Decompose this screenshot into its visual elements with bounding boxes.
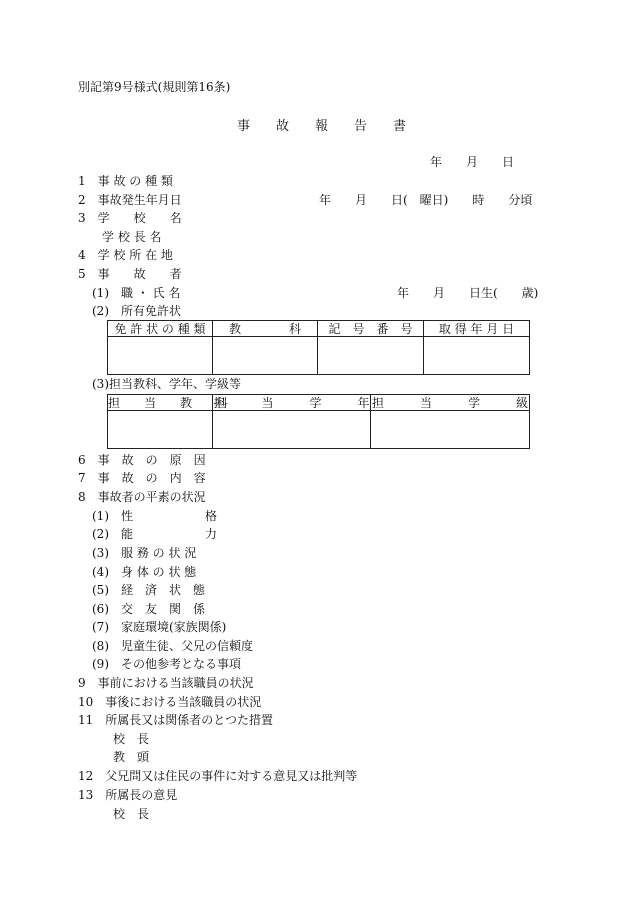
subject-table — [107, 394, 530, 449]
item-11-measures: 11 所属長又は関係者のとつた措置 — [78, 713, 274, 727]
item-8-6-friends: (6) 交 友 関 係 — [92, 602, 205, 616]
subject-header-class: 担 当 学 級 — [371, 395, 528, 410]
item-8-1-character: (1) 性 格 — [92, 509, 217, 523]
item-2-occurrence-date: 2 事故発生年月日 — [78, 193, 182, 207]
item-8-usual-status: 8 事故者の平素の状況 — [78, 490, 206, 504]
license-cell-number[interactable] — [318, 337, 424, 375]
report-date: 年 月 日 — [430, 155, 515, 169]
item-8-2-ability: (2) 能 力 — [92, 527, 217, 541]
item-9-prior-status: 9 事前における当該職員の状況 — [78, 676, 254, 690]
license-header-type: 免 許 状 の 種 類 — [108, 321, 213, 337]
item-1-accident-type: 1 事 故 の 種 類 — [78, 174, 173, 188]
form-reference: 別記第9号様式(規則第16条) — [78, 80, 231, 94]
license-table — [107, 320, 530, 375]
item-5-3-assignments: (3)担当教科、学年、学級等 — [92, 377, 241, 391]
item-5-2-licenses: (2) 所有免許状 — [92, 304, 181, 318]
license-header-number: 記 号 番 号 — [318, 321, 424, 337]
item-8-8-trust: (8) 児童生徒、父兄の信頼度 — [92, 639, 253, 653]
occurrence-date-fields: 年 月 日( 曜日) 時 分頃 — [319, 193, 533, 207]
item-5-1-position-name: (1) 職 ・ 氏 名 — [92, 286, 181, 300]
subject-cell-class[interactable] — [371, 411, 530, 449]
item-10-after-status: 10 事後における当該職員の状況 — [78, 695, 262, 709]
item-12-opinions: 12 父兄問又は住民の事件に対する意見又は批判等 — [78, 769, 358, 783]
license-header-acquired: 取 得 年 月 日 — [424, 321, 530, 337]
item-8-3-service: (3) 服 務 の 状 況 — [92, 546, 197, 560]
subject-cell-subject[interactable] — [108, 411, 213, 449]
item-3-school-name: 3 学 校 名 — [78, 211, 182, 225]
item-6-cause: 6 事 故 の 原 因 — [78, 453, 206, 467]
item-8-4-physical: (4) 身 体 の 状 態 — [92, 565, 197, 579]
item-8-5-economic: (5) 経 済 状 態 — [92, 583, 205, 597]
measures-principal: 校 長 — [113, 732, 150, 746]
subject-header-grade: 担 当 学 年 — [213, 395, 370, 410]
license-cell-type[interactable] — [108, 337, 213, 375]
opinion-principal: 校 長 — [113, 807, 150, 821]
item-8-9-other: (9) その他参考となる事項 — [92, 657, 241, 671]
birth-date-fields: 年 月 日生( 歳) — [397, 286, 539, 300]
license-cell-acquired[interactable] — [424, 337, 530, 375]
item-13-superior-opinion: 13 所属長の意見 — [78, 788, 178, 802]
item-8-7-family: (7) 家庭環境(家族関係) — [92, 620, 227, 634]
item-5-person: 5 事 故 者 — [78, 267, 182, 281]
item-4-school-address: 4 学 校 所 在 地 — [78, 248, 173, 262]
subject-header-subject: 担 当 教 科 — [108, 395, 229, 410]
document-title: 事 故 報 告 書 — [237, 119, 407, 134]
principal-name: 学 校 長 名 — [102, 230, 162, 244]
item-7-content: 7 事 故 の 内 容 — [78, 471, 206, 485]
license-header-subject: 教 科 — [213, 321, 318, 337]
subject-cell-grade[interactable] — [213, 411, 371, 449]
license-cell-subject[interactable] — [213, 337, 318, 375]
measures-vice-principal: 教 頭 — [113, 750, 150, 764]
